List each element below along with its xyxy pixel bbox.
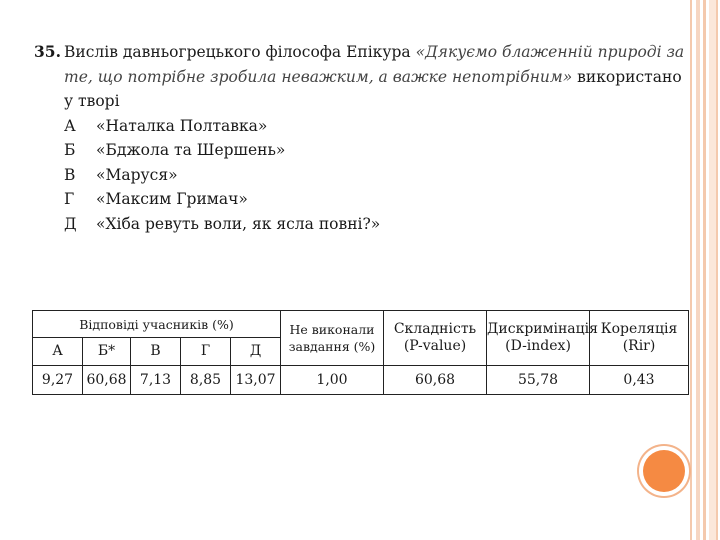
correlation-header: Кореляція (Rir) — [590, 311, 689, 366]
answer-value: 8,85 — [181, 366, 231, 395]
question-intro: Вислів давньогрецького філософа Епікура — [64, 43, 411, 61]
question-after-quote: використано — [577, 67, 682, 86]
decor-circle — [643, 450, 685, 492]
answer-value: 60,68 — [83, 366, 131, 395]
discrimination-value: 55,78 — [487, 366, 590, 395]
answer-value: 13,07 — [231, 366, 281, 395]
quote-part-1: «Дякуємо блаженній природі за — [415, 43, 685, 61]
table-header-row — [33, 311, 689, 338]
option-d — [34, 212, 684, 237]
option-text: «Максим Гримач» — [96, 190, 248, 208]
letter-cell: В — [131, 338, 181, 366]
letter-cell: Д — [231, 338, 281, 366]
letter-cell: А — [33, 338, 83, 366]
decor-stripe — [703, 0, 706, 540]
decor-stripe — [690, 0, 692, 540]
option-letter: Б — [64, 141, 76, 159]
decor-stripe — [696, 0, 700, 540]
quote-part-2: те, що потрібне зробила неважким, а важке непотрібним» — [64, 67, 573, 86]
option-text: «Маруся» — [96, 165, 178, 184]
discrimination-header: Дискримінація (D-index) — [487, 311, 590, 366]
option-letter: А — [64, 116, 76, 135]
option-letter: Г — [64, 190, 75, 208]
not-done-value: 1,00 — [281, 366, 384, 395]
letter-cell: Г — [181, 338, 231, 366]
question-tail: у творі — [64, 92, 120, 110]
answer-value: 7,13 — [131, 366, 181, 395]
correlation-value: 0,43 — [590, 366, 689, 395]
option-h — [34, 187, 684, 212]
difficulty-header: Складність (P-value) — [384, 311, 487, 366]
answers-header: Відповіді учасників (%) — [33, 311, 281, 338]
option-text: «Бджола та Шершень» — [96, 141, 286, 159]
table-values-row — [33, 366, 689, 395]
decor-stripe — [709, 0, 716, 540]
option-b — [34, 138, 684, 163]
option-letter: В — [64, 165, 76, 184]
option-v — [34, 163, 684, 188]
question-line-1 — [34, 40, 684, 65]
option-text: «Наталка Полтавка» — [96, 116, 268, 135]
option-a — [34, 114, 684, 139]
option-text: «Хіба ревуть воли, як ясла повні?» — [96, 214, 381, 233]
statistics-table — [32, 310, 689, 395]
not-done-header: Не виконали завдання (%) — [281, 311, 384, 366]
option-letter: Д — [64, 214, 77, 233]
answer-value: 9,27 — [33, 366, 83, 395]
question-number: 35. — [34, 42, 61, 61]
decor-stripe — [716, 0, 718, 540]
question-line-2 — [34, 65, 684, 90]
question-block — [34, 40, 684, 236]
letter-cell: Б* — [83, 338, 131, 366]
difficulty-value: 60,68 — [384, 366, 487, 395]
